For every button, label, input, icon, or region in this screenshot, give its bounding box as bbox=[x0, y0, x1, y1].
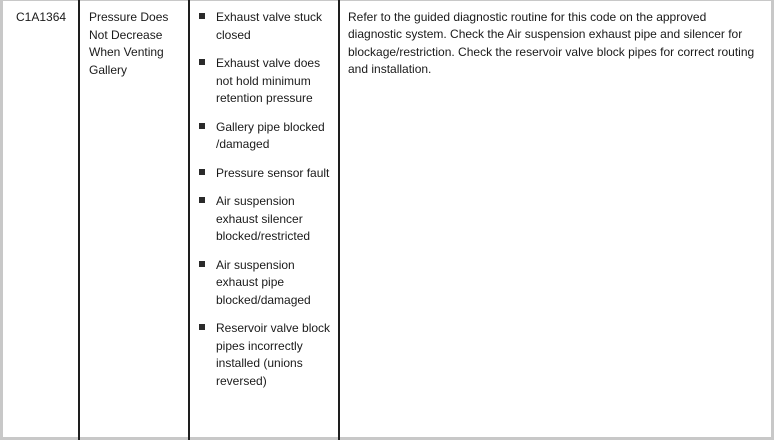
column-divider bbox=[188, 0, 190, 440]
cause-text: Air suspension exhaust pipe blocked/damaged bbox=[216, 257, 311, 307]
square-bullet-icon bbox=[199, 123, 205, 129]
cause-text: Reservoir valve block pipes incorrectly installed (unions reversed) bbox=[216, 321, 331, 388]
cause-text: Exhaust valve stuck closed bbox=[216, 10, 323, 42]
cause-item bbox=[197, 165, 335, 183]
square-bullet-icon bbox=[199, 261, 205, 267]
dtc-description-cell: Pressure Does Not Decrease When Venting Gallery bbox=[89, 10, 169, 77]
cause-text: Air suspension exhaust silencer blocked/restricted bbox=[216, 194, 311, 243]
cause-item bbox=[197, 257, 335, 310]
square-bullet-icon bbox=[199, 197, 205, 203]
cause-text: Pressure sensor fault bbox=[216, 165, 330, 180]
cause-item bbox=[197, 320, 335, 390]
cause-item bbox=[197, 119, 335, 154]
column-divider bbox=[78, 0, 80, 440]
square-bullet-icon bbox=[199, 59, 205, 65]
cause-item bbox=[197, 9, 335, 44]
table-left-border bbox=[0, 0, 3, 440]
column-divider bbox=[338, 0, 340, 440]
action-cell: Refer to the guided diagnostic routine for this code on the approved diagnostic system. Check the Air suspension exhaust pipe and silencer for blockage/restriction. Check the reservoir valve block pipes for correct routing and installation. bbox=[348, 10, 755, 77]
square-bullet-icon bbox=[199, 13, 205, 19]
square-bullet-icon bbox=[199, 169, 205, 175]
cause-text: Gallery pipe blocked /damaged bbox=[216, 119, 325, 151]
cause-text: Exhaust valve does not hold minimum retention pressure bbox=[216, 56, 321, 105]
possible-causes-cell bbox=[197, 9, 335, 401]
cause-item bbox=[197, 193, 335, 246]
possible-causes-list bbox=[197, 9, 335, 390]
cause-item bbox=[197, 55, 335, 108]
square-bullet-icon bbox=[199, 324, 205, 330]
dtc-code-cell: C1A1364 bbox=[16, 10, 67, 24]
table-top-border bbox=[0, 0, 774, 1]
